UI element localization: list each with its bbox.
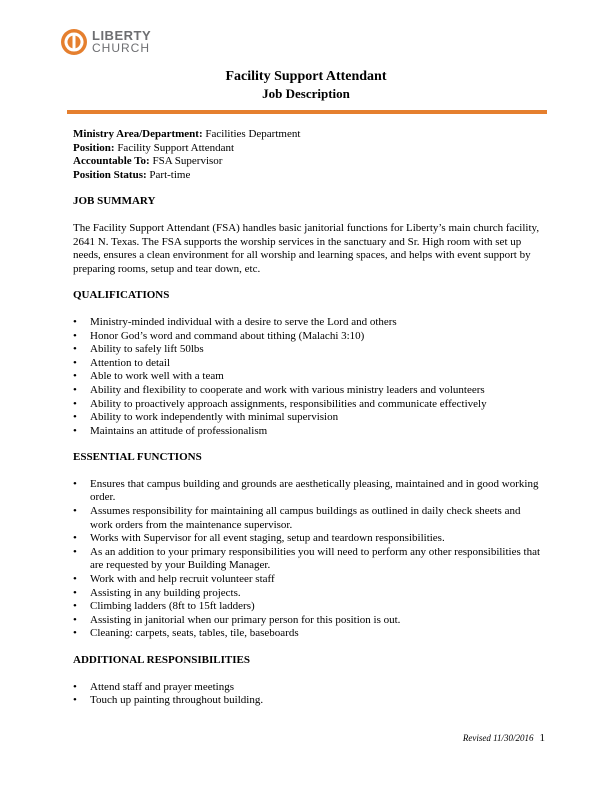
logo-line2: CHURCH bbox=[92, 41, 150, 55]
list-item: • Attention to detail bbox=[73, 357, 543, 371]
meta-value: Facilities Department bbox=[205, 128, 301, 140]
additional-responsibilities-list bbox=[73, 681, 543, 708]
list-item: • Ability to proactively approach assignments, responsibilities and communicate effectively bbox=[73, 398, 543, 412]
list-item: • Ability to work independently with minimal supervision bbox=[73, 411, 543, 425]
meta-position bbox=[73, 142, 543, 156]
list-item: • As an addition to your primary responsibilities you will need to perform any other responsibilities that are requested by your Building Manager. bbox=[73, 546, 543, 573]
list-item: • Work with and help recruit volunteer staff bbox=[73, 573, 543, 587]
meta-label: Position: bbox=[73, 141, 115, 154]
additional-responsibilities-heading: ADDITIONAL RESPONSIBILITIES bbox=[73, 654, 250, 666]
meta-value: FSA Supervisor bbox=[152, 155, 223, 168]
document-body bbox=[73, 128, 543, 708]
list-item: • Assisting in any building projects. bbox=[73, 587, 543, 601]
meta-label: Accountable To: bbox=[73, 155, 150, 168]
meta-value: Facility Support Attendant bbox=[117, 141, 235, 154]
job-summary-text: The Facility Support Attendant (FSA) handles basic janitorial functions for Liberty’s main church facility, 2641 N. Texas. The FSA supports the worship services in the sanctuary and Sr. High room with set up needs, ensures a clean environment for all worship and learning spaces, and helps with event support by preparing rooms, setup and tear down, etc. bbox=[73, 221, 540, 275]
meta-block bbox=[73, 128, 543, 182]
liberty-church-logo bbox=[60, 28, 151, 56]
list-item: • Honor God’s word and command about tithing (Malachi 3:10) bbox=[73, 330, 543, 344]
meta-position-status bbox=[73, 169, 543, 183]
essential-functions-heading: ESSENTIAL FUNCTIONS bbox=[73, 451, 202, 464]
list-item: • Assumes responsibility for maintaining all campus buildings as outlined in daily check sheets and work orders from the maintenance supervisor. bbox=[73, 505, 543, 532]
qualifications-heading: QUALIFICATIONS bbox=[73, 289, 170, 302]
liberty-logo-icon bbox=[60, 28, 88, 56]
list-item: • Maintains an attitude of professionalism bbox=[73, 425, 543, 439]
page-footer bbox=[463, 732, 545, 744]
meta-label: Position Status: bbox=[73, 168, 147, 181]
essential-functions-list bbox=[73, 478, 543, 641]
header-divider bbox=[67, 110, 547, 114]
list-item: • Attend staff and prayer meetings bbox=[73, 681, 543, 695]
logo-line1: LIBERTY bbox=[92, 28, 152, 43]
document-subtitle: Job Description bbox=[262, 86, 350, 101]
list-item: • Able to work well with a team bbox=[73, 370, 543, 384]
page-number: 1 bbox=[539, 732, 545, 744]
meta-accountable-to bbox=[73, 155, 543, 169]
list-item: • Ensures that campus building and grounds are aesthetically pleasing, maintained and in good working order. bbox=[73, 478, 543, 505]
job-summary-heading: JOB SUMMARY bbox=[73, 195, 156, 208]
list-item: • Ability and flexibility to cooperate and work with various ministry leaders and volunteers bbox=[73, 384, 543, 398]
revised-date: Revised 11/30/2016 bbox=[462, 733, 534, 743]
list-item: • Works with Supervisor for all event staging, setup and teardown responsibilities. bbox=[73, 532, 543, 546]
meta-label: Ministry Area/Department: bbox=[73, 128, 203, 140]
meta-value: Part-time bbox=[149, 168, 191, 181]
document-title: Facility Support Attendant bbox=[225, 69, 387, 84]
list-item: • Ability to safely lift 50lbs bbox=[73, 343, 543, 357]
list-item: • Cleaning: carpets, seats, tables, tile, baseboards bbox=[73, 627, 543, 641]
list-item: • Touch up painting throughout building. bbox=[73, 694, 543, 708]
meta-department bbox=[73, 128, 543, 142]
qualifications-list bbox=[73, 316, 543, 438]
logo-wordmark bbox=[92, 30, 151, 54]
list-item: • Ministry-minded individual with a desire to serve the Lord and others bbox=[73, 316, 543, 330]
list-item: • Assisting in janitorial when our primary person for this position is out. bbox=[73, 614, 543, 628]
list-item: • Climbing ladders (8ft to 15ft ladders) bbox=[73, 600, 543, 614]
